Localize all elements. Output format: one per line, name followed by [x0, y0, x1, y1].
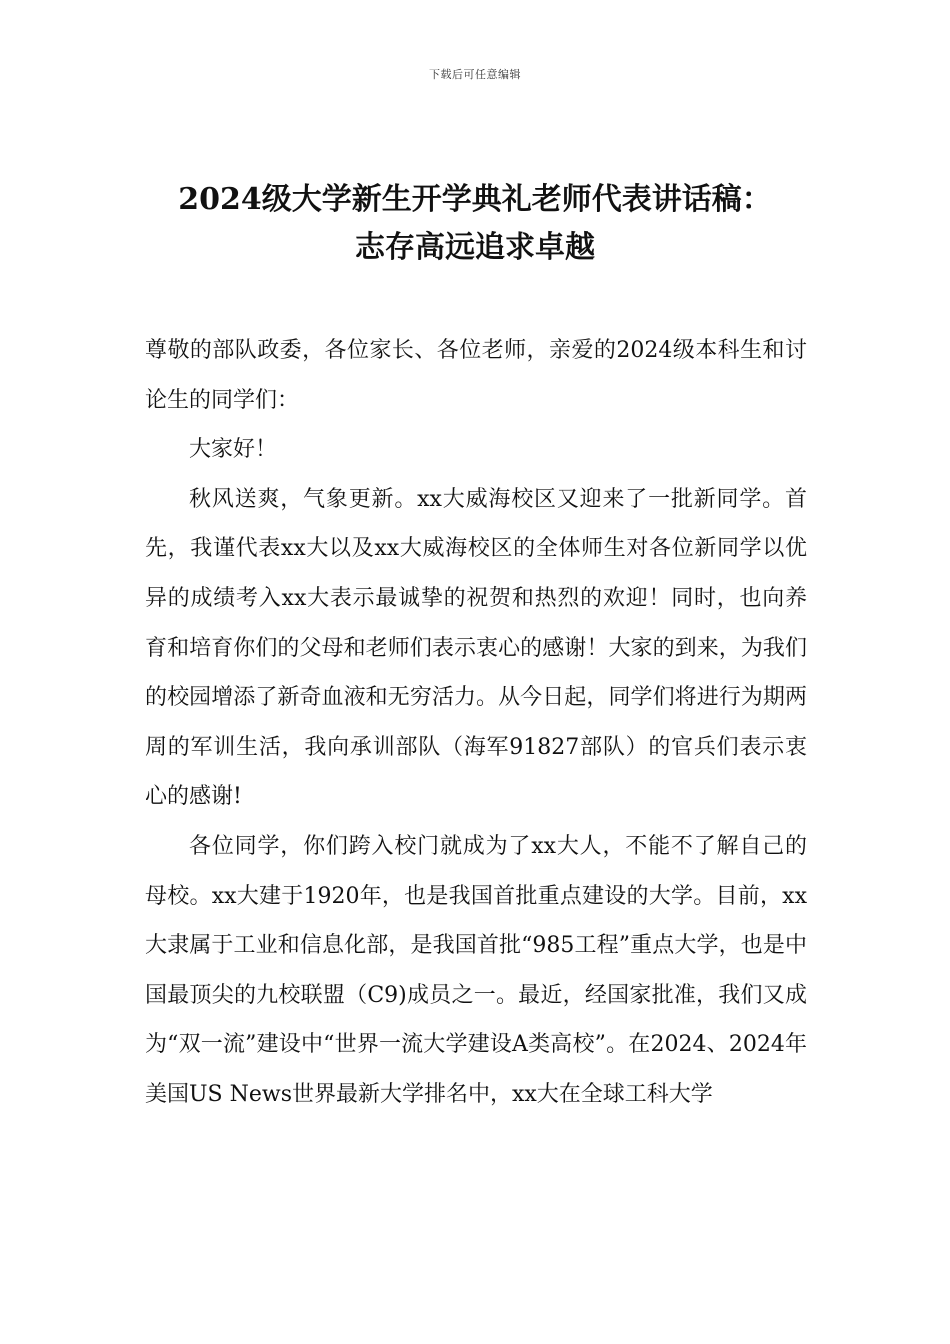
title-line-1: 2024级大学新生开学典礼老师代表讲话稿：: [178, 182, 772, 217]
header-note: 下载后可任意编辑: [429, 68, 521, 81]
document-title: [100, 176, 850, 272]
welcome-paragraph: 秋风送爽，气象更新。xx大威海校区又迎来了一批新同学。首先，我谨代表xx大以及xx大威海校区的全体师生对各位新同学以优异的成绩考入xx大表示最诚挚的祝贺和热烈的欢迎！同时，也向养育和培育你们的父母和老师们表示衷心的感谢！大家的到来，为我们的校园增添了新奇血液和无穷活力。从今日起，同学们将进行为期两周的军训生活，我向承训部队（海军91827部队）的官兵们表示衷心的感谢!: [145, 486, 807, 810]
title-line-2: 志存高远追求卓越: [355, 230, 595, 265]
university-intro-paragraph: 各位同学，你们跨入校门就成为了xx大人，不能不了解自己的母校。xx大建于1920年，也是我国首批重点建设的大学。目前，xx大隶属于工业和信息化部，是我国首批“985工程”重点大学，也是中国最顶尖的九校联盟（C9)成员之一。最近，经国家批准，我们又成为“双一流”建设中“世界一流大学建设A类高校”。在2024、2024年美国US News世界最新大学排名中，xx大在全球工科大学: [145, 833, 807, 1107]
greeting-paragraph: 大家好！: [189, 437, 278, 463]
document-body: [145, 326, 807, 1120]
salutation-paragraph: 尊敬的部队政委，各位家长、各位老师，亲爱的2024级本科生和讨论生的同学们：: [145, 338, 807, 413]
